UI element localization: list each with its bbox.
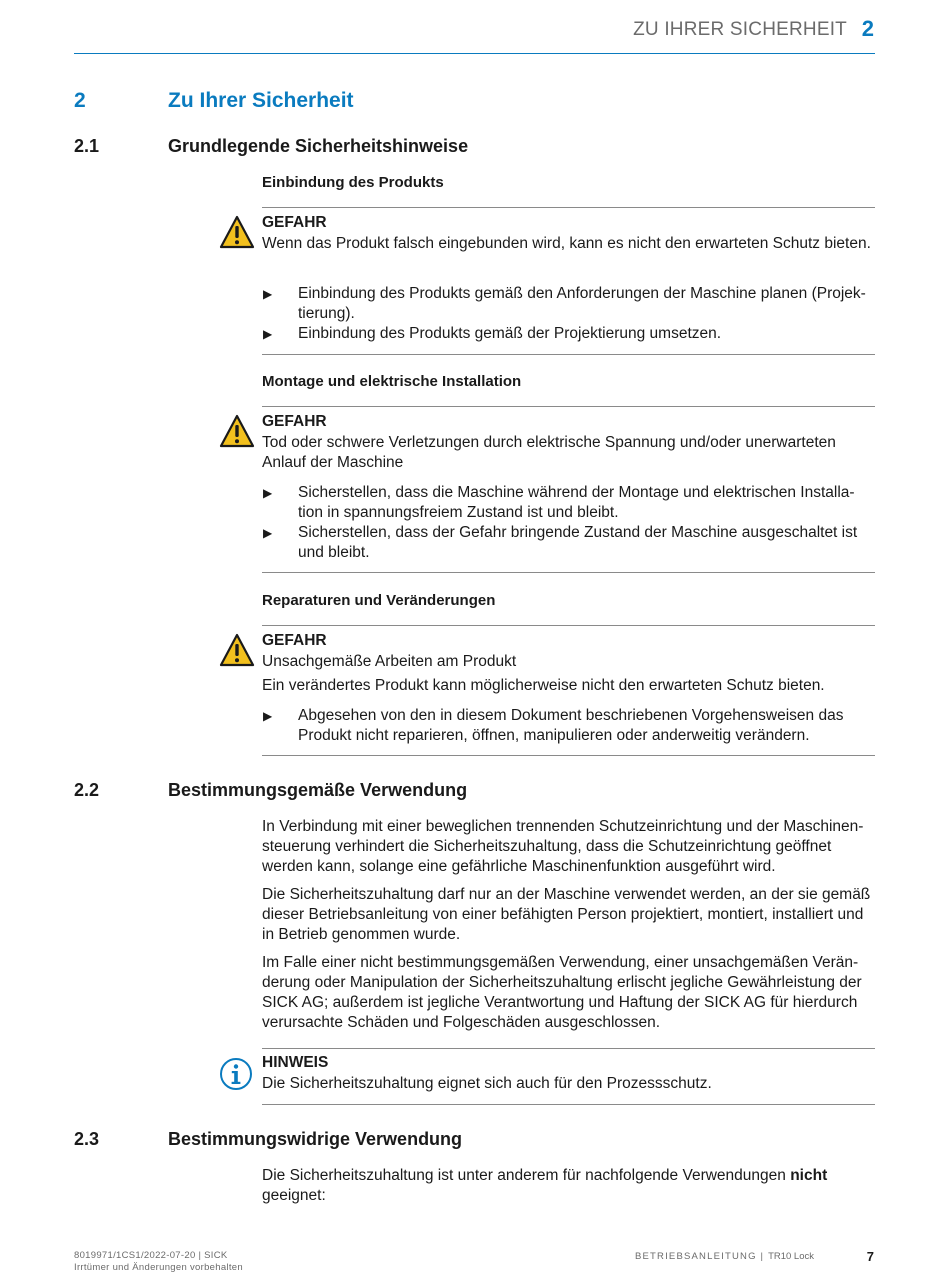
running-header-title: ZU IHRER SICHERHEIT xyxy=(633,19,847,40)
footer-product: TR10 Lock xyxy=(768,1251,814,1262)
danger-text: Unsachgemäße Arbeiten am Produkt xyxy=(262,653,517,670)
footer-separator: | xyxy=(760,1251,765,1262)
intro-text: Die Sicherheitszuhaltung ist unter anderem für nachfolgende Verwendungen xyxy=(262,1167,786,1184)
running-header-chapter-number: 2 xyxy=(861,16,874,41)
divider xyxy=(262,207,875,208)
danger-label: GEFAHR xyxy=(262,413,327,430)
divider xyxy=(262,572,875,573)
footer-doc-id: 8019971/1CS1/2022-07-20 | SICK xyxy=(74,1250,228,1261)
warning-triangle-icon xyxy=(219,215,255,254)
section-number: 2.2 xyxy=(74,780,100,800)
divider xyxy=(262,406,875,407)
list-item: Einbindung des Produkts gemäß den Anforderungen der Maschine planen (Projek- tierung). xyxy=(298,285,866,322)
note-text: Die Sicherheitszuhaltung eignet sich auch für den Prozessschutz. xyxy=(262,1075,712,1092)
divider xyxy=(262,1048,875,1049)
header-rule xyxy=(74,53,875,54)
danger-label: GEFAHR xyxy=(262,214,327,231)
section-title: Bestimmungsgemäße Verwendung xyxy=(168,780,468,800)
divider xyxy=(262,625,875,626)
block-subheading: Reparaturen und Veränderungen xyxy=(262,592,496,609)
paragraph: Im Falle einer nicht bestimmungsgemäßen Verwendung, einer unsachgemäßen Verän- derung oder Manipulation der Sicherheitszuhaltung erlischt jegliche Gewährleistung der SICK AG; außerdem ist jegliche Verantwortung und Haftung der SICK AG für hierdurch verursachte Schäden und Folgeschäden ausgeschlossen. xyxy=(262,954,862,1031)
bullet-triangle-icon: ▶ xyxy=(263,709,273,723)
bullet-triangle-icon: ▶ xyxy=(263,526,273,540)
list-item: Abgesehen von den in diesem Dokument beschriebenen Vorgehensweisen das Produkt nicht reparieren, öffnen, manipulieren oder anderweitig verändern. xyxy=(298,707,844,744)
bullet-triangle-icon: ▶ xyxy=(263,327,273,341)
list-item: Sicherstellen, dass der Gefahr bringende Zustand der Maschine ausgeschaltet ist und bleibt. xyxy=(298,524,858,561)
list-item: Sicherstellen, dass die Maschine während der Montage und elektrischen Installa- tion in spannungsfreiem Zustand ist und bleibt. xyxy=(298,484,855,521)
footer-disclaimer: Irrtümer und Änderungen vorbehalten xyxy=(74,1262,243,1273)
divider xyxy=(262,1104,875,1105)
list-item: Einbindung des Produkts gemäß der Projektierung umsetzen. xyxy=(298,325,722,342)
danger-text: Tod oder schwere Verletzungen durch elektrische Spannung und/oder unerwarteten Anlauf der Maschine xyxy=(262,434,836,471)
divider xyxy=(262,755,875,756)
chapter-number: 2 xyxy=(74,89,86,112)
paragraph: In Verbindung mit einer beweglichen trennenden Schutzeinrichtung und der Maschinen- steuerung verhindert die Sicherheitszuhaltung, dass die Schutzeinrichtung geöffnet werden kann, solange eine gefährliche Maschinenfunktion ausgeführt wird. xyxy=(262,818,864,875)
bullet-triangle-icon: ▶ xyxy=(263,287,273,301)
chapter-title: Zu Ihrer Sicherheit xyxy=(168,89,354,112)
info-circle-icon xyxy=(219,1057,253,1096)
footer-manual-label: BETRIEBSANLEITUNG xyxy=(634,1251,757,1262)
intro-emphasis: nicht xyxy=(790,1167,828,1184)
danger-text: Wenn das Produkt falsch eingebunden wird, kann es nicht den erwarteten Schutz bieten. xyxy=(262,235,871,252)
section-number: 2.3 xyxy=(74,1129,100,1149)
section-title: Grundlegende Sicherheitshinweise xyxy=(168,136,469,156)
page-number: 7 xyxy=(866,1249,874,1264)
danger-text-secondary: Ein verändertes Produkt kann möglicherweise nicht den erwarteten Schutz bieten. xyxy=(262,677,825,694)
warning-triangle-icon xyxy=(219,633,255,672)
warning-triangle-icon xyxy=(219,414,255,453)
section-intro xyxy=(262,1166,875,1206)
footer-left xyxy=(74,1250,243,1274)
note-label: HINWEIS xyxy=(262,1054,329,1071)
block-subheading: Montage und elektrische Installation xyxy=(262,373,522,390)
section-number: 2.1 xyxy=(74,136,100,156)
divider xyxy=(262,354,875,355)
intro-text-end: geeignet: xyxy=(262,1187,326,1204)
bullet-triangle-icon: ▶ xyxy=(263,486,273,500)
danger-label: GEFAHR xyxy=(262,632,327,649)
section-title: Bestimmungswidrige Verwendung xyxy=(168,1129,463,1149)
footer-right xyxy=(635,1251,814,1262)
paragraph: Die Sicherheitszuhaltung darf nur an der Maschine verwendet werden, an der sie gemäß dieser Betriebsanleitung von einer befähigten Person projektiert, montiert, installiert und in Betrieb genommen wurde. xyxy=(262,886,871,943)
block-subheading: Einbindung des Produkts xyxy=(262,174,444,191)
